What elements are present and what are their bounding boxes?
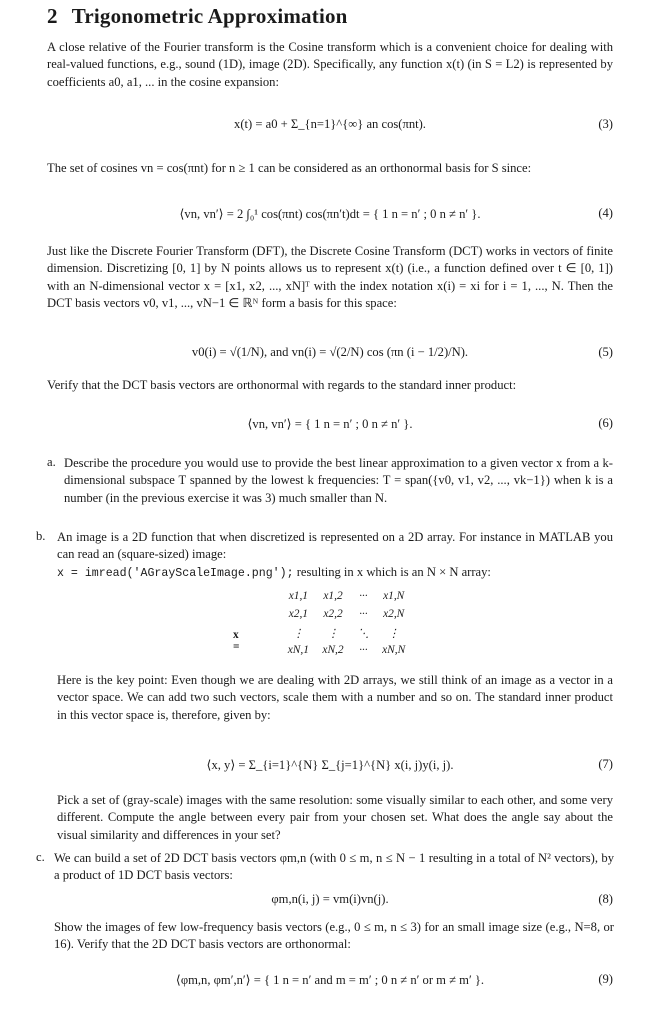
show-paragraph: Show the images of few low-frequency basis vectors (e.g., 0 ≤ m, n ≤ 3) for an small image size (e.g., N=8, or 16). Verify that the 2D DCT basis vectors are orthonormal:: [54, 920, 614, 952]
equation-7: ⟨x, y⟩ = Σ_{i=1}^{N} Σ_{j=1}^{N} x(i, j)y(i, j).: [206, 758, 454, 772]
matlab-code: x = imread('AGrayScaleImage.png');: [57, 567, 294, 580]
matrix-row: [281, 590, 411, 608]
section-heading: [47, 4, 348, 29]
matrix-cell: ⋮: [292, 628, 305, 640]
item-c-label: c.: [36, 850, 45, 864]
item-b-text: An image is a 2D function that when discretized is represented on a 2D array. For instance in MATLAB you can read an (square-sized) image:: [57, 530, 613, 562]
item-b-label: b.: [36, 529, 46, 543]
matrix-cell: ⋱: [357, 628, 370, 640]
matrix-cell: ⋮: [387, 628, 400, 640]
equation-5-number: (5): [598, 345, 613, 359]
equation-9-number: (9): [598, 972, 613, 986]
matrix-cell: x2,N: [383, 608, 405, 620]
section-title: Trigonometric Approximation: [71, 4, 348, 28]
section-number: 2: [47, 4, 58, 28]
equation-3: x(t) = a0 + Σ_{n=1}^{∞} an cos(πnt).: [234, 117, 426, 131]
matrix-cell: x1,1: [288, 590, 308, 602]
pick-paragraph: Pick a set of (gray-scale) images with the same resolution: some visually similar to each other, and some very different. Compute the angle between every pair from your chosen set. What does the angle say about the visual similarity and differences in your set?: [57, 793, 613, 842]
item-a-text: Describe the procedure you would use to provide the best linear approximation to a given vector x from a k-dimensional subspace T spanned by the lowest k frequencies: T = span({v0, v1, v2, ..., vk−1}) when k is a number (in the previous exercise it was 3) much smaller than N.: [64, 456, 613, 505]
matrix-cell: x2,1: [288, 608, 308, 620]
matrix-row: [281, 608, 411, 626]
matrix-cell: xN,1: [287, 644, 309, 656]
matrix-cell: xN,2: [322, 644, 344, 656]
equation-6-number: (6): [598, 416, 613, 430]
equation-8-number: (8): [598, 892, 613, 906]
matrix-cell: ···: [359, 590, 368, 602]
item-a-label: a.: [47, 455, 56, 469]
dct-paragraph: Just like the Discrete Fourier Transform (DFT), the Discrete Cosine Transform (DCT) works in vectors of finite dimension. Discretizing [0, 1] by N points allows us to represent x(t) (i.e., a function defined over t ∈ [0, 1]) with an N-dimensional vector x = [x1, x2, ..., xN]ᵀ with the index notation x(i) = xi for i = 1, ..., N. Then the DCT basis vectors v0, v1, ..., vN−1 ∈ ℝᴺ form a basis for this space:: [47, 244, 613, 310]
equation-4: ⟨vn, vn′⟩ = 2 ∫₀¹ cos(πnt) cos(πn′t)dt = { 1 n = n′ ; 0 n ≠ n′ }.: [179, 207, 481, 221]
key-point-paragraph: Here is the key point: Even though we are dealing with 2D arrays, we still think of an image as a vector in a vector space. We can add two such vectors, scale them with a number and so on. The standard inner product in this vector space is, therefore, given by:: [57, 673, 613, 722]
item-b-code-line: [57, 564, 613, 582]
equation-3-number: (3): [598, 117, 613, 131]
matrix-label: x =: [233, 629, 240, 653]
equation-4-number: (4): [598, 206, 613, 220]
matrix-cell: x1,N: [383, 590, 405, 602]
intro-paragraph: A close relative of the Fourier transform is the Cosine transform which is a convenient choice for dealing with real-valued functions, e.g., sound (1D), image (2D). Specifically, any function x(t) (in S = L2) is represented by coefficients a0, a1, ... in the cosine expansion:: [47, 40, 613, 89]
equation-7-number: (7): [598, 757, 613, 771]
matrix-cell: x2,2: [323, 608, 343, 620]
matrix-row: [281, 626, 411, 644]
equation-8: φm,n(i, j) = vm(i)vn(j).: [271, 892, 389, 906]
matrix-cell: ⋮: [327, 628, 339, 640]
matrix-cell: ···: [359, 644, 368, 656]
item-c-text: We can build a set of 2D DCT basis vectors φm,n (with 0 ≤ m, n ≤ N − 1 resulting in a total of N² vectors), by a product of 1D DCT basis vectors:: [54, 851, 614, 883]
equation-9: ⟨φm,n, φm′,n′⟩ = { 1 n = n′ and m = m′ ; 0 n ≠ n′ or m ≠ m′ }.: [175, 973, 485, 987]
cosines-paragraph: The set of cosines vn = cos(πnt) for n ≥ 1 can be considered as an orthonormal basis for S since:: [47, 161, 532, 175]
equation-5: v0(i) = √(1/N), and vn(i) = √(2/N) cos (πn (i − 1/2)/N).: [191, 345, 469, 359]
matrix-cell: xN,N: [382, 644, 406, 656]
matrix-row: [281, 644, 411, 662]
equation-6: ⟨vn, vn′⟩ = { 1 n = n′ ; 0 n ≠ n′ }.: [247, 417, 413, 431]
matrix-cell: ···: [359, 608, 368, 620]
verify-paragraph: Verify that the DCT basis vectors are orthonormal with regards to the standard inner product:: [47, 378, 517, 392]
matrix-grid: [281, 590, 411, 662]
matrix-cell: x1,2: [323, 590, 343, 602]
item-b-code-after: resulting in x which is an N × N array:: [293, 565, 491, 579]
